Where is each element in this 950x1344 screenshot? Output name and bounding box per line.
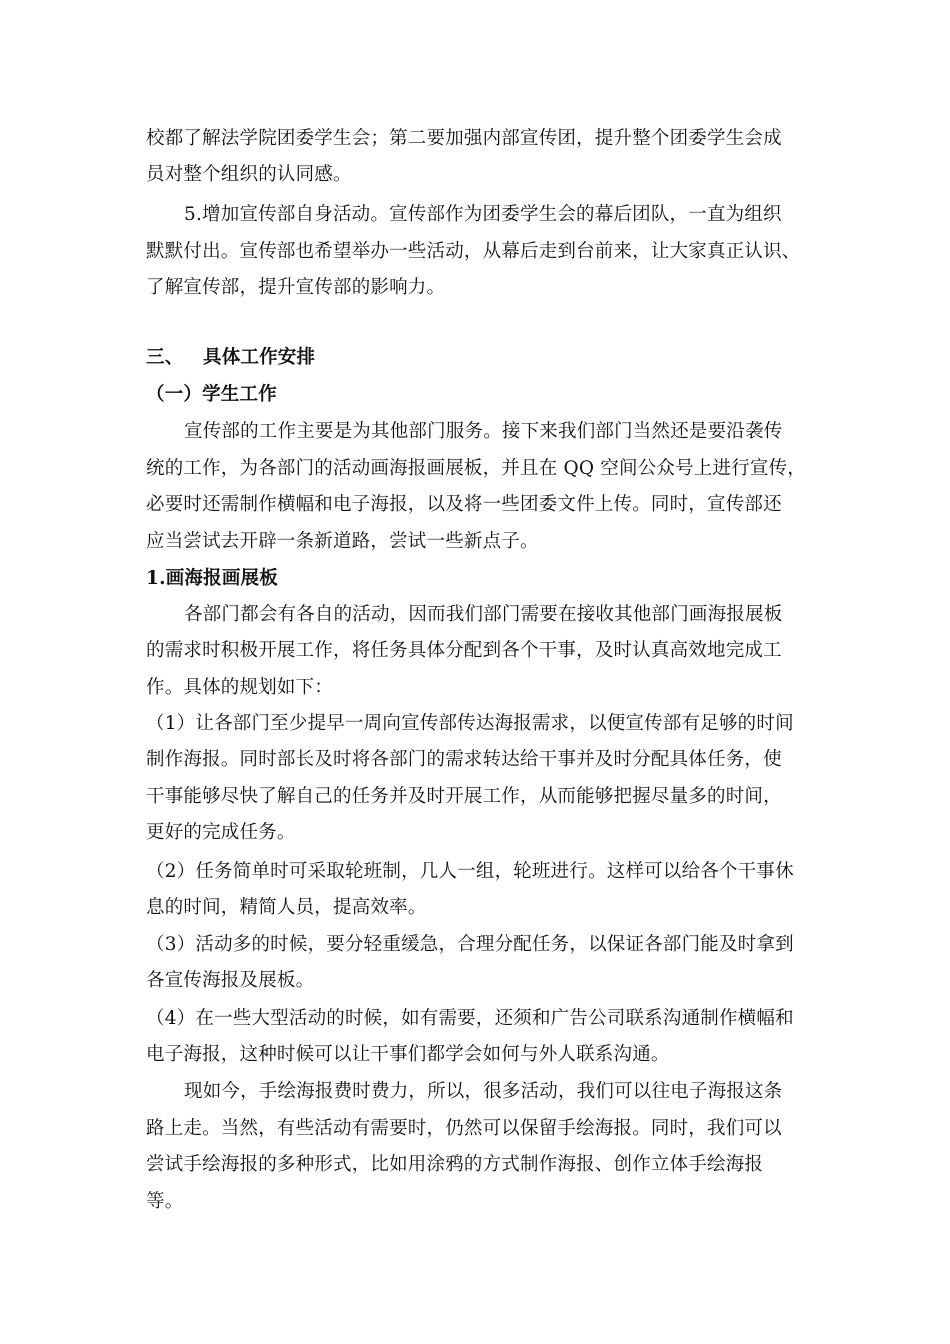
list-item-line: 制作海报。同时部长及时将各部门的需求转达给干事并及时分配具体任务，使 (146, 749, 782, 770)
subsection-heading: （一）学生工作 (146, 384, 277, 405)
paragraph-line: 现如今，手绘海报费时费力，所以，很多活动，我们可以往电子海报这条 (184, 1081, 783, 1102)
paragraph-line: 校都了解法学院团委学生会；第二要加强内部宣传团，提升整个团委学生会成 (146, 128, 782, 149)
list-item-line: 更好的完成任务。 (146, 822, 296, 843)
paragraph-line: 统的工作，为各部门的活动画海报画展板，并且在 QQ 空间公众号上进行宣传， (146, 458, 806, 479)
paragraph-line: 等。 (146, 1191, 184, 1212)
list-item-line: 干事能够尽快了解自己的任务并及时开展工作，从而能够把握尽量多的时间， (146, 786, 782, 807)
section-heading-number: 三、 (146, 347, 184, 368)
paragraph-line: 了解宣传部，提升宣传部的影响力。 (146, 277, 446, 298)
paragraph-line: 尝试手绘海报的多种形式，比如用涂鸦的方式制作海报、创作立体手绘海报 (146, 1154, 764, 1175)
paragraph-line: 路上走。当然，有些活动有需要时，仍然可以保留手绘海报。同时，我们可以 (146, 1118, 782, 1139)
paragraph-line: 必要时还需制作横幅和电子海报，以及将一些团委文件上传。同时，宣传部还 (146, 494, 782, 515)
list-item-line: （4）在一些大型活动的时候，如有需要，还须和广告公司联系沟通制作横幅和 (146, 1008, 794, 1029)
list-item-line: （3）活动多的时候，要分轻重缓急，合理分配任务，以保证各部门能及时拿到 (146, 934, 794, 955)
list-item-line: 各宣传海报及展板。 (146, 970, 315, 991)
paragraph-line: 应当尝试去开辟一条新道路，尝试一些新点子。 (146, 531, 539, 552)
paragraph-line: 5.增加宣传部自身活动。宣传部作为团委学生会的幕后团队，一直为组织 (184, 204, 782, 225)
paragraph-line: 的需求时积极开展工作，将任务具体分配到各个干事，及时认真高效地完成工 (146, 640, 782, 661)
paragraph-line: 作。具体的规划如下： (146, 677, 334, 698)
subsection-heading: 1.画海报画展板 (146, 568, 278, 589)
list-item-line: 息的时间，精简人员，提高效率。 (146, 897, 427, 918)
list-item-line: （1）让各部门至少提早一周向宣传部传达海报需求，以便宣传部有足够的时间 (146, 713, 794, 734)
paragraph-line: 宣传部的工作主要是为其他部门服务。接下来我们部门当然还是要沿袭传 (184, 421, 783, 442)
paragraph-line: 默默付出。宣传部也希望举办一些活动，从幕后走到台前来，让大家真正认识、 (146, 241, 801, 262)
list-item-line: （2）任务简单时可采取轮班制，几人一组，轮班进行。这样可以给各个干事休 (146, 861, 794, 882)
section-heading-title: 具体工作安排 (203, 347, 316, 368)
list-item-line: 电子海报，这种时候可以让干事们都学会如何与外人联系沟通。 (146, 1044, 670, 1065)
paragraph-line: 员对整个组织的认同感。 (146, 164, 352, 185)
paragraph-line: 各部门都会有各自的活动，因而我们部门需要在接收其他部门画海报展板 (184, 604, 783, 625)
